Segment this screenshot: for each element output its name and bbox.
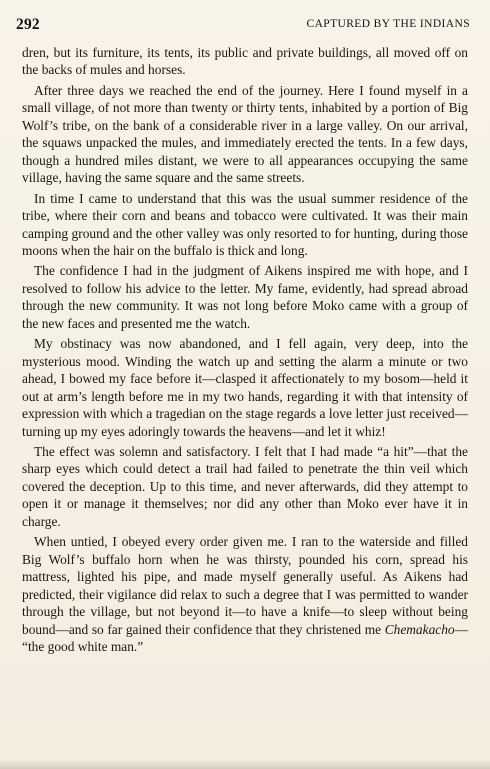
paragraph-3: In time I came to understand that this was the usual summer residence of the tribe, where their corn and beans and tobacco were cultivated. It was their main camping ground and the other valley was only resorted to for hunting, during those moons when the hair on the buffalo is thick and long. — [22, 190, 468, 258]
paragraph-4: The confidence I had in the judgment of Aikens inspired me with hope, and I resolved to follow his advice to the letter. My fame, evidently, had spread abroad through the new community. It was not long before Moko came with a group of the new faces and presented me the watch. — [22, 263, 468, 331]
page-number: 292 — [16, 16, 40, 33]
page-bottom-shadow — [0, 759, 490, 769]
paragraph-7-text-after: — “the good white man.” — [22, 621, 468, 654]
page-header — [16, 16, 470, 36]
paragraph-5: My obstinacy was now abandoned, and I fell again, very deep, into the mysterious mood. Winding the watch up and setting the alarm a minute or two ahead, I bowed my face before it—clasped it affectionately to my bosom—held it out at arm’s length before me in my two hands, regarding it with that intensity of expression with which a tragedian on the stage regards a love letter just received—turning up my eyes adoringly towards the heavens—and let it whiz! — [22, 336, 468, 439]
paragraph-1: dren, but its furniture, its tents, its public and private buildings, all moved off on the backs of mules and horses. — [22, 45, 468, 78]
body-text — [22, 44, 468, 655]
paragraph-2: After three days we reached the end of the journey. Here I found myself in a small village, of not more than twenty or thirty tents, inhabited by a portion of Big Wolf’s tribe, on the bank of a considerable river in a large valley. On our arrival, the squaws unpacked the mules, and immediately erected the tents. In a few days, though a hundred miles distant, we were to all appearances occupying the same village, having the same square and the same streets. — [22, 82, 468, 186]
italic-name-chemakacho: Chemakacho — [384, 621, 455, 637]
paragraph-7 — [22, 533, 468, 655]
paragraph-6: The effect was solemn and satisfactory. I felt that I had made “a hit”—that the sharp eyes which could detect a trail had failed to penetrate the thin veil which covered the deception. Up to this time, and never afterwards, did they attempt to open it or manage it themselves; nor did any other than Moko ever have it in charge. — [22, 443, 468, 529]
running-head: CAPTURED BY THE INDIANS — [306, 18, 470, 30]
paragraph-7-text-before: When untied, I obeyed every order given me. I ran to the waterside and filled Big Wolf’s buffalo horn when he was thirsty, pounded his corn, spread his mattress, lighted his pipe, and made myself generally useful. As Aikens had predicted, their vigilance did relax to such a degree that I was permitted to wander through the village, but not beyond it—to have a knife—to sleep without being bound—and so far gained their confidence that they christened me — [22, 534, 468, 637]
